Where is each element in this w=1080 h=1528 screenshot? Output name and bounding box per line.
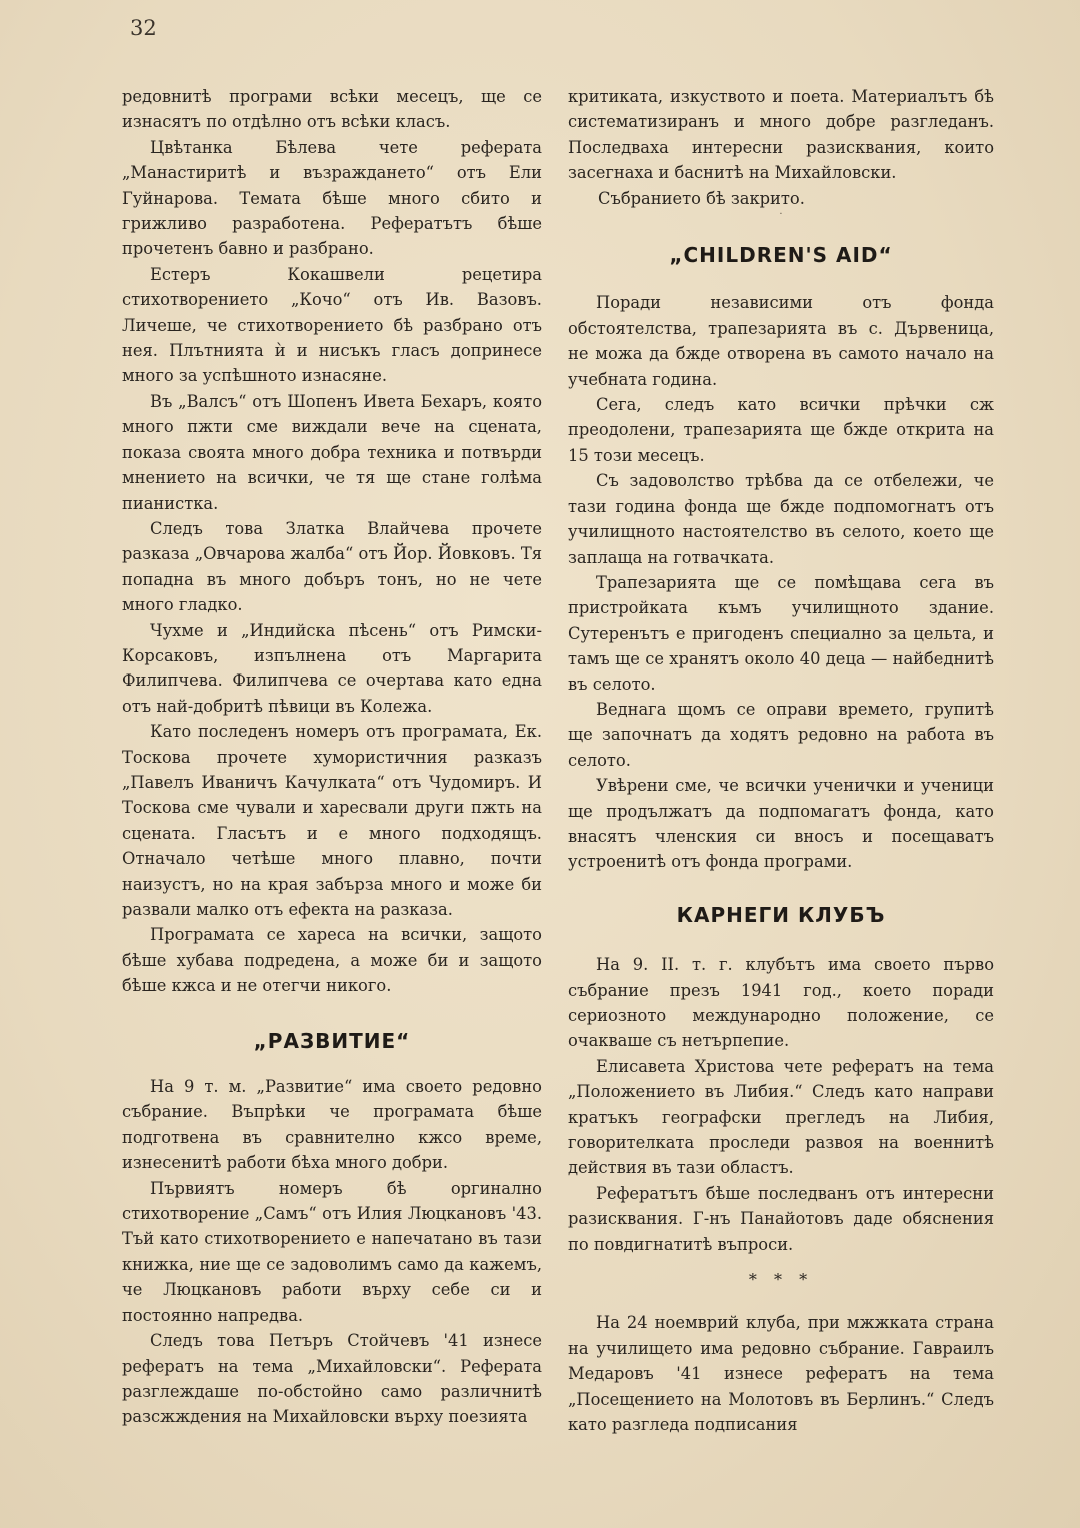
paragraph: редовнитѣ програми всѣки месецъ, ще се изнасятъ по отдѣлно отъ всѣки класъ. [122,87,542,132]
paragraph: Програмата се хареса на всички, защото бѣше хубава подредена, а може би и защото бѣше кжса и не отегчи никого. [122,925,542,996]
section-heading-razvitie: „РАЗВИТИЕ“ [253,1028,411,1053]
paragraph: Съ задоволство трѣбва да се отбележи, че тази година фонда ще бжде подпомогнатъ отъ училищното настоятелство въ селото, което ще заплаща на готвачката. [568,471,994,567]
paragraph: Следъ това Златка Влайчева прочете разказа „Овчарова жалба“ отъ Йор. Йовковъ. Тя попадна въ много добъръ тонъ, но не чете много гладко. [122,518,542,615]
right-column [568,84,994,1438]
paragraph: Чухме и „Индийска пѣсень“ отъ Римски-Корсаковъ, изпълнена отъ Маргарита Филипчева. Филипчева се очертава като една отъ най-добритѣ пѣвици въ Колежа. [122,620,542,716]
paragraph: Веднага щомъ се оправи времето, групитѣ ще започнатъ да ходятъ редовно на работа въ селото. [568,699,994,770]
paragraph: Първиятъ номеръ бѣ оргинално стихотворение „Самъ“ отъ Илия Люцкановъ '43. Тъй като стихотворението е напечатано въ тази книжка, ние ще се задоволимъ само да кажемъ, че Люцкановъ работи върху себе си и постоянно напредва. [122,1178,542,1325]
paragraph: критиката, изкуството и поета. Материалътъ бѣ систематизиранъ и много добре разгледанъ. Последваха интересни разисквания, които засегнаха и баснитѣ на Михайловски. [568,87,994,183]
paragraph: Като последенъ номеръ отъ програмата, Ек. Тоскова прочете хумористичния разказъ „Павелъ Иваничъ Качулката“ отъ Чудомиръ. И Тоскова сме чували и харесвали други пжть на сцената. Гласътъ и е много подходящъ. Отначало четѣше много плавно, почти наизустъ, но на края забърза много и може би развали малко отъ ефекта на разказа. [122,722,542,919]
print-speck: · [779,209,783,221]
paragraph: Рефератътъ бѣше последванъ отъ интересни разисквания. Г-нъ Панайотовъ даде обяснения по повдигнатитѣ въпроси. [568,1183,994,1254]
paragraph: Увѣрени сме, че всички ученички и ученици ще продължатъ да подпомагатъ фонда, като внасятъ членския си вносъ и посещаватъ устроенитѣ отъ фонда програми. [568,776,994,872]
paragraph: Елисавета Христова чете рефератъ на тема „Положението въ Либия.“ Следъ като направи кратъкъ географски прегледъ на Либия, говорителката проследи развоя на военнитѣ действия въ тази областъ. [568,1056,994,1178]
page-number: 32 [130,16,157,40]
left-column [122,84,542,1430]
paragraph: На 9. II. т. г. клубътъ има своето първо събрание презъ 1941 год., което поради сериозното международно положение, се очакваше съ нетърпепие. [568,955,994,1051]
section-separator: * * * [748,1270,814,1290]
section-heading-karnegi-club: КАРНЕГИ КЛУБЪ [676,902,886,927]
closing-line: Събранието бѣ закрито. [598,188,805,208]
paragraph: Трапезарията ще се помѣщава сега въ пристройката къмъ училищното здание. Сутеренътъ е пригоденъ специално за цельта, и тамъ ще се хранятъ около 40 деца — найбеднитѣ въ селото. [568,572,994,694]
paragraph: Въ „Валсъ“ отъ Шопенъ Ивета Бехаръ, която много пжти сме виждали вече на сцената, показа своята много добра техника и потвърди мнението на всички, че тя ще стане голѣма пианистка. [122,391,542,513]
paragraph: Поради независими отъ фонда обстоятелства, трапезарията въ с. Дървеница, не можа да бжде отворена въ самото начало на учебната година. [568,293,994,389]
paragraph: На 24 ноемврий клуба, при мжжката страна на училището има редовно събрание. Гавраилъ Медаровъ '41 изнесе рефератъ на тема „Посещението на Молотовъ въ Берлинъ.“ Следъ като разгледа подписания [568,1313,994,1435]
paragraph: Цвѣтанка Бѣлева чете реферата „Манастиритѣ и възраждането“ отъ Ели Гуйнарова. Темата бѣше много сбито и грижливо разработена. Рефератътъ бѣше прочетенъ бавно и разбрано. [122,137,542,259]
paragraph: На 9 т. м. „Развитие“ има своето редовно събрание. Въпрѣки че програмата бѣше подготвена въ сравнително кжсо време, изнесенитѣ работи бѣха много добри. [122,1077,542,1173]
paragraph: Следъ това Петъръ Стойчевъ '41 изнесе рефератъ на тема „Михайловски“. Реферата разглеждаше по-обстойно само различнитѣ разсжждения на Михайловски върху поезията [122,1331,542,1427]
paragraph: Сега, следъ като всички прѣчки сж преодолени, трапезарията ще бжде открита на 15 този месецъ. [568,395,994,465]
section-heading-children-aid: „CHILDREN'S AID“ [669,243,893,268]
paragraph: Естеръ Кокашвели рецетира стихотворението „Кочо“ отъ Ив. Вазовъ. Личеше, че стихотворението бѣ разбрано отъ нея. Плътнията ѝ и нисъкъ гласъ допринесе много за успѣшното изнасяне. [122,264,542,386]
